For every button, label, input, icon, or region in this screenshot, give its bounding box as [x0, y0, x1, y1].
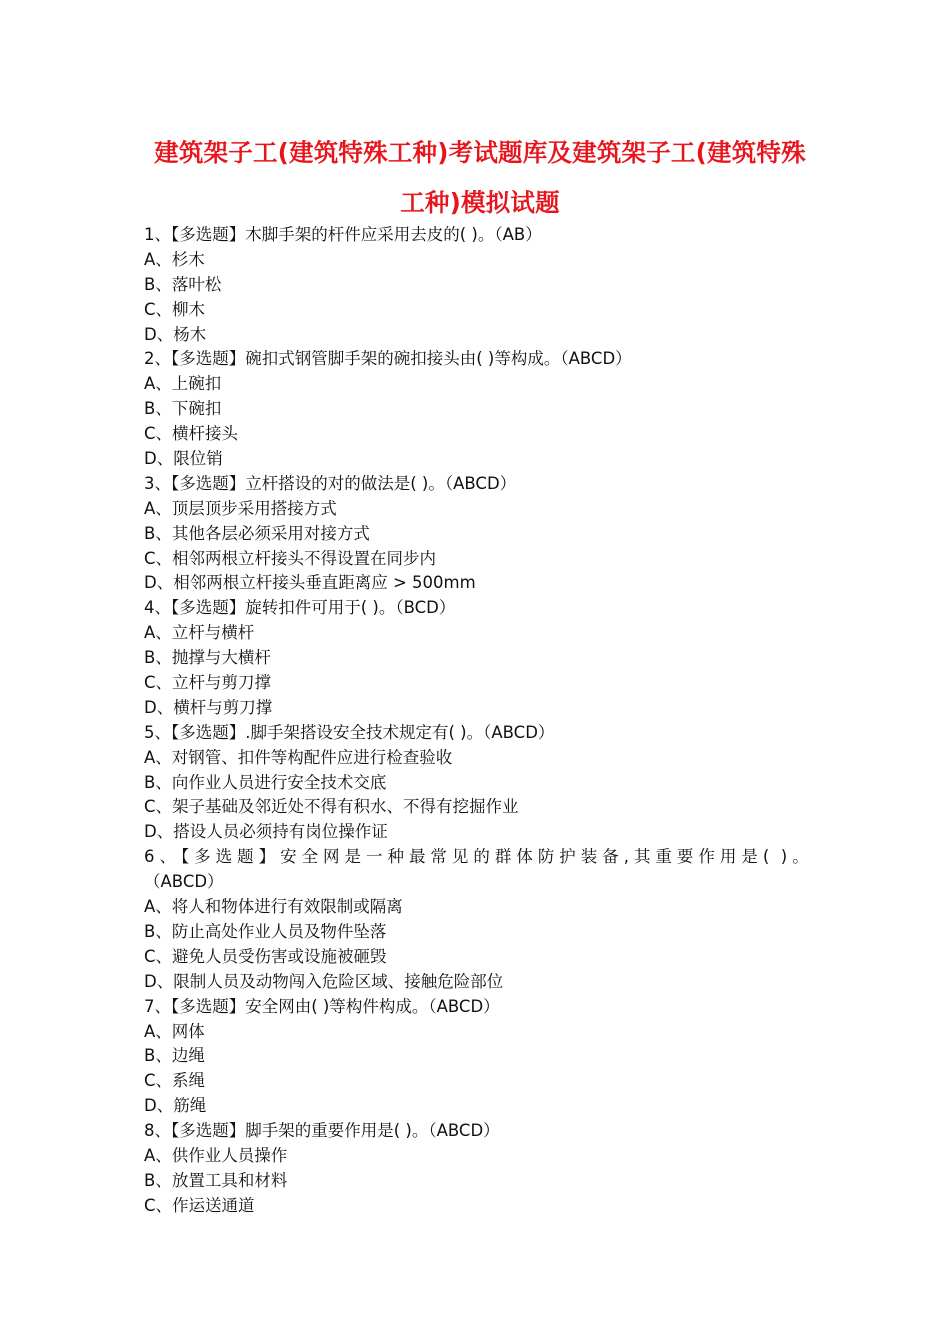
question-stem: 8、【多选题】脚手架的重要作用是( )。（ABCD）	[144, 1121, 500, 1141]
option-d: D、杨木	[144, 324, 207, 344]
question-stem: 4、【多选题】旋转扣件可用于( )。（BCD）	[144, 598, 456, 618]
question-list	[144, 223, 810, 1219]
option-c: C、立杆与剪刀撑	[144, 673, 272, 693]
option-c: C、横杆接头	[144, 424, 239, 444]
question-7	[144, 995, 810, 1119]
option-c: C、作运送通道	[144, 1195, 255, 1215]
option-d: D、限制人员及动物闯入危险区域、接触危险部位	[144, 971, 504, 991]
question-stem: 7、【多选题】安全网由( )等构件构成。（ABCD）	[144, 996, 500, 1016]
option-b: B、边绳	[144, 1046, 205, 1066]
option-b: B、抛撑与大横杆	[144, 648, 271, 668]
option-a: A、杉木	[144, 249, 205, 269]
question-stem: 1、【多选题】木脚手架的杆件应采用去皮的( )。（AB）	[144, 225, 542, 244]
option-a: A、立杆与横杆	[144, 623, 255, 643]
question-6	[144, 845, 810, 994]
document-title	[110, 128, 850, 228]
option-d: D、搭设人员必须持有岗位操作证	[144, 822, 388, 842]
option-a: A、上碗扣	[144, 374, 222, 394]
option-b: B、其他各层必须采用对接方式	[144, 523, 370, 543]
option-a: A、顶层顶步采用搭接方式	[144, 498, 337, 518]
title-line-2: 工种)模拟试题	[400, 188, 560, 217]
option-a: A、供作业人员操作	[144, 1145, 288, 1165]
option-a: A、将人和物体进行有效限制或隔离	[144, 897, 403, 917]
question-8	[144, 1119, 810, 1219]
option-b: B、落叶松	[144, 274, 222, 294]
question-stem: 6、【多选题】安全网是一种最常见的群体防护装备,其重要作用是( )。	[144, 847, 810, 867]
question-4	[144, 596, 810, 720]
question-2	[144, 347, 810, 471]
question-stem-continued: （ABCD）	[144, 872, 224, 892]
option-c: C、柳木	[144, 299, 206, 319]
option-a: A、对钢管、扣件等构配件应进行检查验收	[144, 747, 453, 767]
option-d: D、相邻两根立杆接头垂直距离应 > 500mm	[144, 573, 476, 593]
question-stem: 5、【多选题】.脚手架搭设安全技术规定有( )。（ABCD）	[144, 722, 555, 742]
option-d: D、横杆与剪刀撑	[144, 697, 273, 717]
option-c: C、架子基础及邻近处不得有积水、不得有挖掘作业	[144, 797, 519, 817]
option-a: A、网体	[144, 1021, 205, 1041]
question-5	[144, 721, 810, 845]
option-c: C、相邻两根立杆接头不得设置在同步内	[144, 548, 437, 568]
option-d: D、筋绳	[144, 1096, 207, 1116]
option-b: B、放置工具和材料	[144, 1170, 288, 1190]
question-3	[144, 472, 810, 596]
title-line-1: 建筑架子工(建筑特殊工种)考试题库及建筑架子工(建筑特殊	[154, 138, 806, 167]
question-1	[144, 223, 810, 347]
option-c: C、系绳	[144, 1071, 206, 1091]
option-c: C、避免人员受伤害或设施被砸毁	[144, 946, 387, 966]
question-stem: 2、【多选题】碗扣式钢管脚手架的碗扣接头由( )等构成。（ABCD）	[144, 349, 632, 369]
question-stem: 3、【多选题】立杆搭设的对的做法是( )。（ABCD）	[144, 473, 517, 493]
option-d: D、限位销	[144, 449, 223, 469]
option-b: B、防止高处作业人员及物件坠落	[144, 921, 387, 941]
option-b: B、向作业人员进行安全技术交底	[144, 772, 387, 792]
option-b: B、下碗扣	[144, 399, 222, 419]
